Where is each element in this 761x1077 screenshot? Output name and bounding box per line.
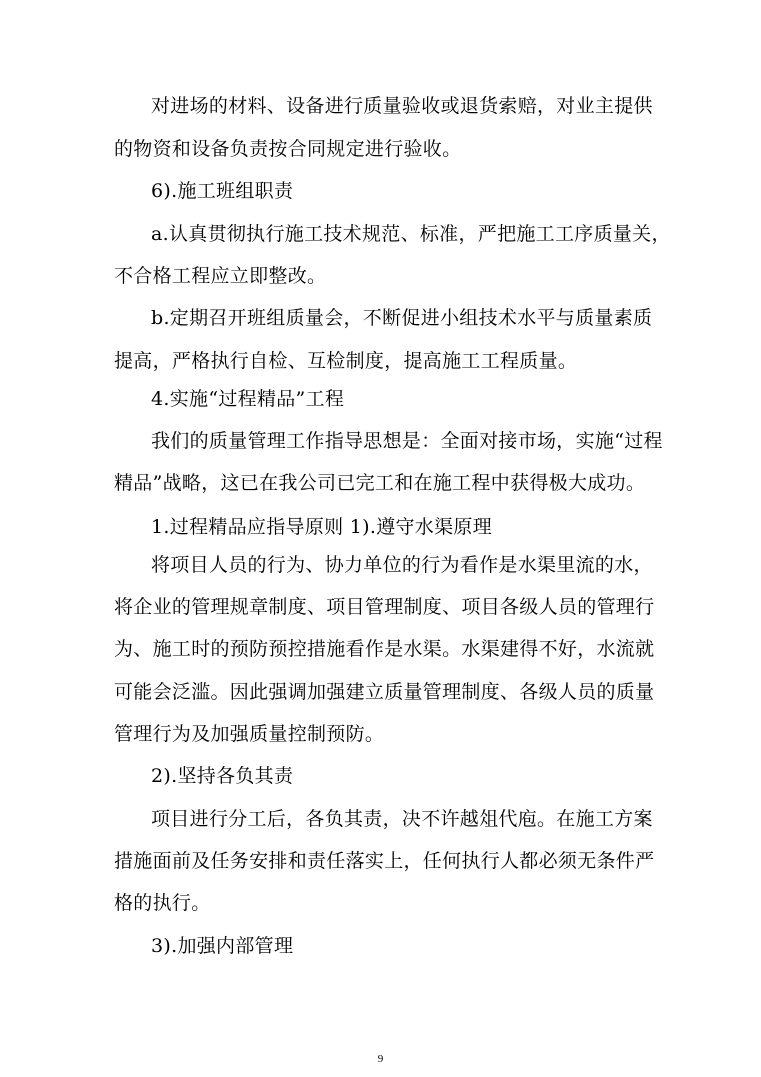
text-line-5: 不合格工程应立即整改。 — [114, 265, 327, 287]
text-line-15: 可能会泛滥。因此强调加强建立质量管理制度、各级人员的质量 — [114, 681, 655, 703]
heading-internal-management: 3).加强内部管理 — [151, 935, 294, 957]
text-line-14: 为、施工时的预防预控措施看作是水渠。水渠建得不好，水流就 — [114, 638, 655, 660]
text-line-18: 项目进行分工后，各负其责，决不许越俎代庖。在施工方案 — [151, 808, 653, 830]
text-line-4: a.认真贯彻执行施工技术规范、标准，严把施工工序质量关， — [151, 223, 671, 245]
text-line-10: 精品”战略，这已在我公司已完工和在施工程中获得极大成功。 — [114, 472, 646, 494]
text-line-6: b.定期召开班组质量会，不断促进小组技术水平与质量素质 — [151, 307, 653, 329]
heading-team-duties: 6).施工班组职责 — [151, 180, 294, 202]
text-line-7: 提高，严格执行自检、互检制度，提高施工工程质量。 — [114, 350, 578, 372]
page-number: 9 — [377, 1053, 384, 1065]
heading-responsibility: 2).坚持各负其责 — [151, 765, 294, 787]
text-line-19: 措施面前及任务安排和责任落实上，任何执行人都必须无条件严 — [114, 850, 655, 872]
text-line-2: 的物资和设备负责按合同规定进行验收。 — [114, 138, 462, 160]
heading-guiding-principles: 1.过程精品应指导原则 1).遵守水渠原理 — [151, 516, 493, 538]
text-line-9: 我们的质量管理工作指导思想是：全面对接市场，实施“过程 — [151, 430, 663, 452]
text-line-16: 管理行为及加强质量控制预防。 — [114, 723, 385, 745]
text-line-12: 将项目人员的行为、协力单位的行为看作是水渠里流的水， — [151, 554, 653, 576]
text-line-20: 格的执行。 — [114, 892, 211, 914]
text-line-1: 对进场的材料、设备进行质量验收或退货索赔，对业主提供 — [151, 95, 653, 117]
heading-process-quality: 4.实施“过程精品”工程 — [151, 388, 345, 410]
text-line-13: 将企业的管理规章制度、项目管理制度、项目各级人员的管理行 — [114, 596, 655, 618]
